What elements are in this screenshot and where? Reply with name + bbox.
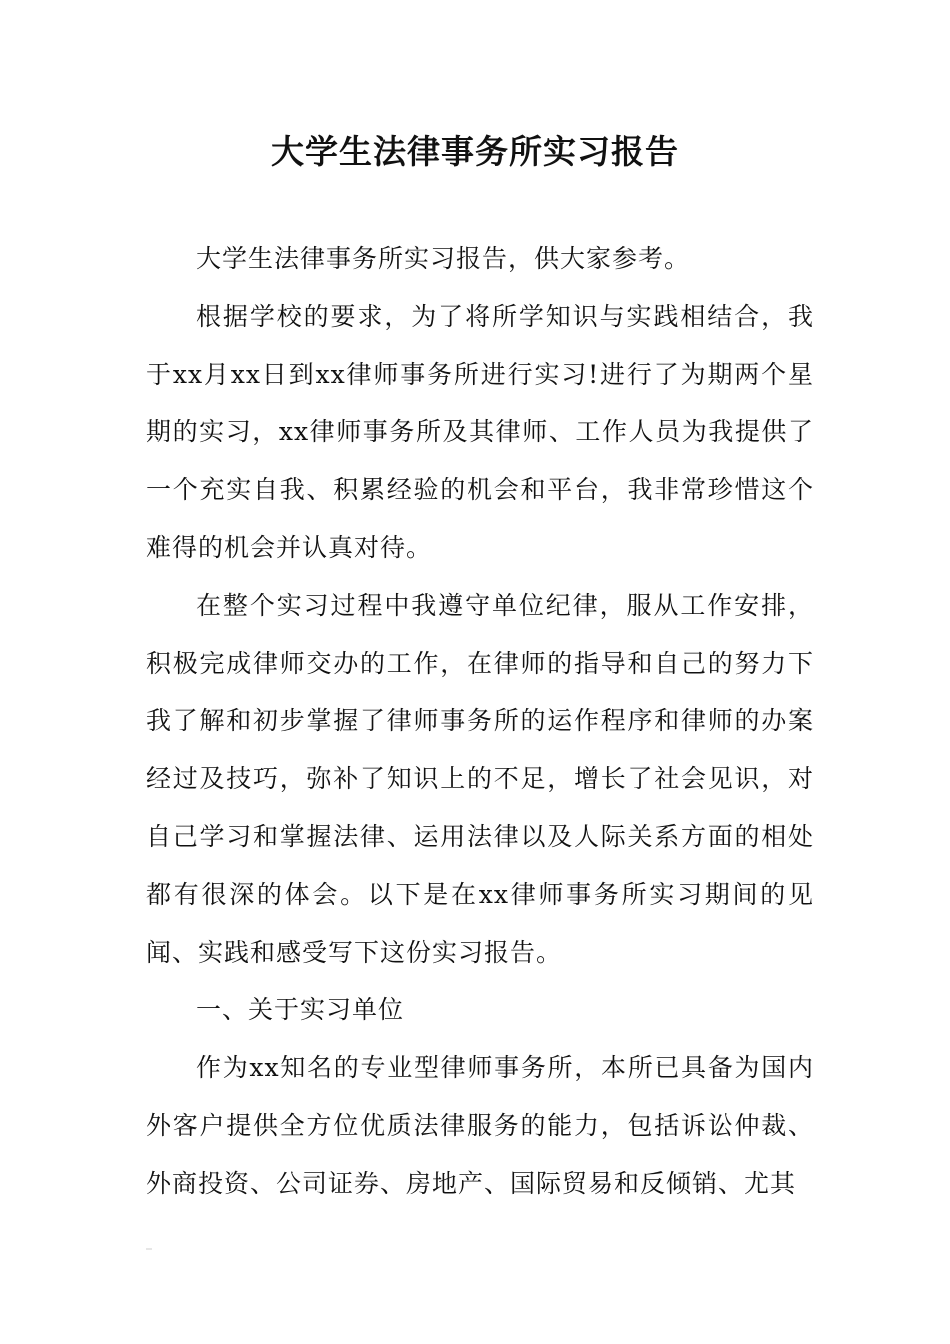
paragraph-internship-purpose: 根据学校的要求，为了将所学知识与实践相结合，我于xx月xx日到xx律师事务所进行实习!进行了为期两个星期的实习，xx律师事务所及其律师、工作人员为我提供了一个充实自我、积累经验的机会和平台，我非常珍惜这个难得的机会并认真对待。 [146,301,814,562]
page-artifact [146,1248,152,1250]
intro-paragraph: 大学生法律事务所实习报告，供大家参考。 [196,244,691,273]
paragraph-firm-introduction: 作为xx知名的专业型律师事务所，本所已具备为国内外客户提供全方位优质法律服务的能力，包括诉讼仲裁、外商投资、公司证券、房地产、国际贸易和反倾销、尤其 [146,1053,814,1198]
section-heading: 一、关于实习单位 [196,995,405,1025]
document-body [146,230,814,1213]
document-title: 大学生法律事务所实习报告 [271,132,679,171]
paragraph-internship-experience: 在整个实习过程中我遵守单位纪律，服从工作安排，积极完成律师交办的工作，在律师的指导和自己的努力下我了解和初步掌握了律师事务所的运作程序和律师的办案经过及技巧，弥补了知识上的不足，增长了社会见识，对自己学习和掌握法律、运用法律以及人际关系方面的相处都有很深的体会。以下是在xx律师事务所实习期间的见闻、实践和感受写下这份实习报告。 [146,590,814,967]
